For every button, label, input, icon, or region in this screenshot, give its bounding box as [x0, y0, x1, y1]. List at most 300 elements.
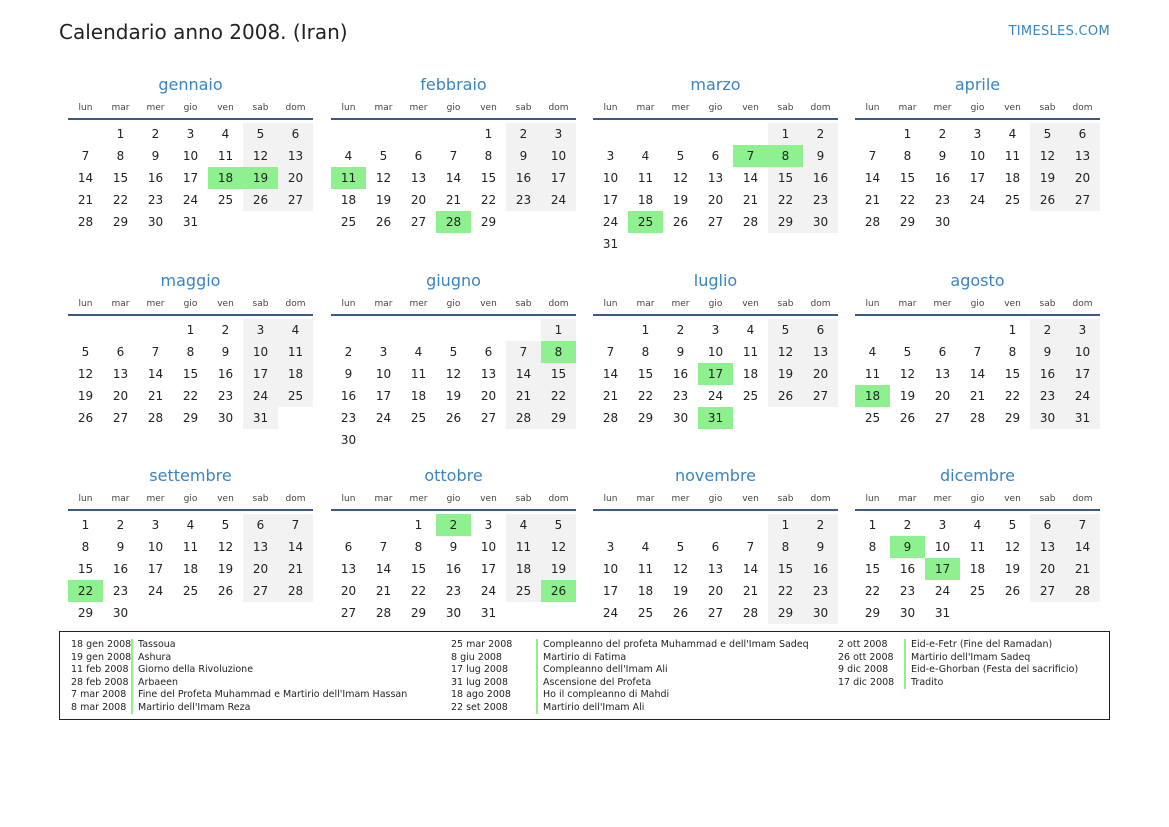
day-cell[interactable]: 12 [1030, 145, 1065, 167]
day-cell[interactable]: 26 [243, 189, 278, 211]
day-cell[interactable]: 5 [379, 149, 388, 163]
day-cell[interactable]: 24 [541, 189, 576, 211]
day-cell[interactable]: 23 [899, 584, 916, 598]
day-cell[interactable]: 5 [676, 540, 685, 554]
day-cell[interactable]: 6 [1065, 123, 1100, 145]
day-cell[interactable]: 15 [182, 367, 199, 381]
brand-link[interactable]: TIMESLES.COM [1008, 24, 1110, 39]
day-cell[interactable]: 1 [768, 123, 803, 145]
day-cell[interactable]: 26 [375, 215, 392, 229]
day-cell[interactable]: 24 [969, 193, 986, 207]
day-cell[interactable]: 8 [81, 540, 90, 554]
day-cell[interactable]: 27 [1065, 189, 1100, 211]
day-cell[interactable]: 10 [969, 149, 986, 163]
day-cell[interactable]: 23 [340, 411, 357, 425]
day-cell[interactable]: 19 [375, 193, 392, 207]
day-cell[interactable]: 23 [217, 389, 234, 403]
day-cell[interactable]: 14 [864, 171, 881, 185]
day-cell[interactable]: 2 [676, 323, 685, 337]
day-cell[interactable]: 24 [182, 193, 199, 207]
day-cell[interactable]: 31 [480, 606, 497, 620]
day-cell[interactable]: 7 [1065, 514, 1100, 536]
day-cell[interactable]: 10 [375, 367, 392, 381]
holiday-day-cell[interactable]: 31 [698, 407, 733, 429]
day-cell[interactable]: 22 [1004, 389, 1021, 403]
day-cell[interactable]: 31 [602, 237, 619, 251]
day-cell[interactable]: 8 [1008, 345, 1017, 359]
day-cell[interactable]: 1 [414, 518, 423, 532]
day-cell[interactable]: 6 [278, 123, 313, 145]
day-cell[interactable]: 4 [414, 345, 423, 359]
day-cell[interactable]: 16 [506, 167, 541, 189]
day-cell[interactable]: 4 [973, 518, 982, 532]
day-cell[interactable]: 13 [243, 536, 278, 558]
day-cell[interactable]: 4 [746, 323, 755, 337]
day-cell[interactable]: 7 [81, 149, 90, 163]
day-cell[interactable]: 30 [803, 211, 838, 233]
day-cell[interactable]: 25 [969, 584, 986, 598]
day-cell[interactable]: 11 [278, 341, 313, 363]
day-cell[interactable]: 15 [899, 171, 916, 185]
day-cell[interactable]: 13 [278, 145, 313, 167]
day-cell[interactable]: 12 [899, 367, 916, 381]
day-cell[interactable]: 13 [803, 341, 838, 363]
day-cell[interactable]: 6 [243, 514, 278, 536]
day-cell[interactable]: 2 [344, 345, 353, 359]
day-cell[interactable]: 1 [484, 127, 493, 141]
day-cell[interactable]: 11 [410, 367, 427, 381]
day-cell[interactable]: 25 [182, 584, 199, 598]
day-cell[interactable]: 12 [217, 540, 234, 554]
day-cell[interactable]: 3 [938, 518, 947, 532]
day-cell[interactable]: 5 [768, 319, 803, 341]
day-cell[interactable]: 3 [973, 127, 982, 141]
day-cell[interactable]: 30 [340, 433, 357, 447]
day-cell[interactable]: 24 [707, 389, 724, 403]
day-cell[interactable]: 7 [278, 514, 313, 536]
day-cell[interactable]: 15 [864, 562, 881, 576]
day-cell[interactable]: 15 [768, 167, 803, 189]
day-cell[interactable]: 30 [217, 411, 234, 425]
day-cell[interactable]: 27 [112, 411, 129, 425]
day-cell[interactable]: 22 [410, 584, 427, 598]
day-cell[interactable]: 27 [803, 385, 838, 407]
holiday-day-cell[interactable]: 17 [698, 363, 733, 385]
day-cell[interactable]: 5 [903, 345, 912, 359]
day-cell[interactable]: 16 [217, 367, 234, 381]
day-cell[interactable]: 8 [641, 345, 650, 359]
day-cell[interactable]: 4 [641, 540, 650, 554]
day-cell[interactable]: 18 [410, 389, 427, 403]
day-cell[interactable]: 11 [217, 149, 234, 163]
day-cell[interactable]: 19 [541, 558, 576, 580]
day-cell[interactable]: 17 [182, 171, 199, 185]
day-cell[interactable]: 26 [217, 584, 234, 598]
day-cell[interactable]: 28 [278, 580, 313, 602]
day-cell[interactable]: 15 [1004, 367, 1021, 381]
day-cell[interactable]: 21 [375, 584, 392, 598]
day-cell[interactable]: 30 [672, 411, 689, 425]
day-cell[interactable]: 18 [969, 562, 986, 576]
day-cell[interactable]: 19 [217, 562, 234, 576]
day-cell[interactable]: 30 [147, 215, 164, 229]
day-cell[interactable]: 13 [707, 562, 724, 576]
day-cell[interactable]: 6 [711, 540, 720, 554]
day-cell[interactable]: 28 [375, 606, 392, 620]
day-cell[interactable]: 6 [803, 319, 838, 341]
day-cell[interactable]: 9 [803, 145, 838, 167]
day-cell[interactable]: 20 [340, 584, 357, 598]
day-cell[interactable]: 12 [77, 367, 94, 381]
day-cell[interactable]: 12 [672, 171, 689, 185]
day-cell[interactable]: 16 [803, 558, 838, 580]
day-cell[interactable]: 1 [541, 319, 576, 341]
day-cell[interactable]: 2 [221, 323, 230, 337]
day-cell[interactable]: 15 [410, 562, 427, 576]
day-cell[interactable]: 13 [707, 171, 724, 185]
day-cell[interactable]: 10 [1065, 341, 1100, 363]
day-cell[interactable]: 19 [1030, 167, 1065, 189]
day-cell[interactable]: 15 [112, 171, 129, 185]
day-cell[interactable]: 1 [186, 323, 195, 337]
day-cell[interactable]: 10 [934, 540, 951, 554]
day-cell[interactable]: 26 [672, 606, 689, 620]
day-cell[interactable]: 17 [243, 363, 278, 385]
day-cell[interactable]: 15 [768, 558, 803, 580]
day-cell[interactable]: 16 [445, 562, 462, 576]
day-cell[interactable]: 12 [243, 145, 278, 167]
day-cell[interactable]: 14 [506, 363, 541, 385]
day-cell[interactable]: 21 [969, 389, 986, 403]
day-cell[interactable]: 4 [1008, 127, 1017, 141]
day-cell[interactable]: 13 [1030, 536, 1065, 558]
day-cell[interactable]: 4 [221, 127, 230, 141]
day-cell[interactable]: 25 [742, 389, 759, 403]
day-cell[interactable]: 18 [637, 193, 654, 207]
day-cell[interactable]: 1 [116, 127, 125, 141]
day-cell[interactable]: 17 [1065, 363, 1100, 385]
day-cell[interactable]: 7 [449, 149, 458, 163]
day-cell[interactable]: 23 [803, 580, 838, 602]
day-cell[interactable]: 18 [742, 367, 759, 381]
day-cell[interactable]: 14 [602, 367, 619, 381]
day-cell[interactable]: 30 [1030, 407, 1065, 429]
day-cell[interactable]: 2 [903, 518, 912, 532]
day-cell[interactable]: 16 [147, 171, 164, 185]
day-cell[interactable]: 26 [445, 411, 462, 425]
day-cell[interactable]: 21 [278, 558, 313, 580]
day-cell[interactable]: 2 [151, 127, 160, 141]
day-cell[interactable]: 23 [1030, 385, 1065, 407]
day-cell[interactable]: 26 [672, 215, 689, 229]
day-cell[interactable]: 26 [1004, 584, 1021, 598]
day-cell[interactable]: 6 [116, 345, 125, 359]
day-cell[interactable]: 22 [112, 193, 129, 207]
day-cell[interactable]: 27 [707, 215, 724, 229]
day-cell[interactable]: 28 [77, 215, 94, 229]
day-cell[interactable]: 3 [243, 319, 278, 341]
day-cell[interactable]: 19 [672, 584, 689, 598]
day-cell[interactable]: 10 [541, 145, 576, 167]
day-cell[interactable]: 11 [864, 367, 881, 381]
holiday-day-cell[interactable]: 8 [768, 145, 803, 167]
day-cell[interactable]: 16 [934, 171, 951, 185]
day-cell[interactable]: 6 [711, 149, 720, 163]
day-cell[interactable]: 25 [506, 580, 541, 602]
day-cell[interactable]: 29 [182, 411, 199, 425]
holiday-day-cell[interactable]: 2 [436, 514, 471, 536]
day-cell[interactable]: 3 [541, 123, 576, 145]
day-cell[interactable]: 5 [449, 345, 458, 359]
day-cell[interactable]: 7 [506, 341, 541, 363]
day-cell[interactable]: 14 [147, 367, 164, 381]
day-cell[interactable]: 14 [445, 171, 462, 185]
day-cell[interactable]: 21 [77, 193, 94, 207]
day-cell[interactable]: 29 [899, 215, 916, 229]
day-cell[interactable]: 30 [934, 215, 951, 229]
day-cell[interactable]: 13 [340, 562, 357, 576]
day-cell[interactable]: 10 [243, 341, 278, 363]
day-cell[interactable]: 4 [868, 345, 877, 359]
day-cell[interactable]: 8 [414, 540, 423, 554]
day-cell[interactable]: 31 [1065, 407, 1100, 429]
day-cell[interactable]: 15 [77, 562, 94, 576]
day-cell[interactable]: 5 [221, 518, 230, 532]
day-cell[interactable]: 24 [1065, 385, 1100, 407]
day-cell[interactable]: 3 [711, 323, 720, 337]
day-cell[interactable]: 23 [803, 189, 838, 211]
day-cell[interactable]: 28 [506, 407, 541, 429]
day-cell[interactable]: 6 [414, 149, 423, 163]
holiday-day-cell[interactable]: 18 [855, 385, 890, 407]
day-cell[interactable]: 27 [243, 580, 278, 602]
day-cell[interactable]: 21 [1065, 558, 1100, 580]
day-cell[interactable]: 7 [151, 345, 160, 359]
day-cell[interactable]: 26 [77, 411, 94, 425]
day-cell[interactable]: 25 [340, 215, 357, 229]
day-cell[interactable]: 21 [445, 193, 462, 207]
day-cell[interactable]: 29 [864, 606, 881, 620]
day-cell[interactable]: 25 [217, 193, 234, 207]
day-cell[interactable]: 2 [506, 123, 541, 145]
day-cell[interactable]: 28 [742, 215, 759, 229]
day-cell[interactable]: 5 [1008, 518, 1017, 532]
day-cell[interactable]: 13 [934, 367, 951, 381]
day-cell[interactable]: 14 [742, 562, 759, 576]
day-cell[interactable]: 12 [1004, 540, 1021, 554]
day-cell[interactable]: 7 [606, 345, 615, 359]
day-cell[interactable]: 16 [803, 167, 838, 189]
day-cell[interactable]: 4 [278, 319, 313, 341]
day-cell[interactable]: 14 [77, 171, 94, 185]
day-cell[interactable]: 3 [151, 518, 160, 532]
day-cell[interactable]: 26 [899, 411, 916, 425]
day-cell[interactable]: 10 [480, 540, 497, 554]
day-cell[interactable]: 14 [969, 367, 986, 381]
day-cell[interactable]: 17 [602, 193, 619, 207]
day-cell[interactable]: 22 [768, 189, 803, 211]
holiday-day-cell[interactable]: 11 [331, 167, 366, 189]
day-cell[interactable]: 17 [969, 171, 986, 185]
day-cell[interactable]: 2 [803, 514, 838, 536]
day-cell[interactable]: 6 [484, 345, 493, 359]
holiday-day-cell[interactable]: 8 [541, 341, 576, 363]
day-cell[interactable]: 18 [278, 363, 313, 385]
day-cell[interactable]: 15 [541, 363, 576, 385]
day-cell[interactable]: 20 [707, 193, 724, 207]
day-cell[interactable]: 21 [506, 385, 541, 407]
day-cell[interactable]: 10 [707, 345, 724, 359]
day-cell[interactable]: 18 [182, 562, 199, 576]
day-cell[interactable]: 20 [707, 584, 724, 598]
day-cell[interactable]: 31 [934, 606, 951, 620]
day-cell[interactable]: 23 [934, 193, 951, 207]
day-cell[interactable]: 30 [803, 602, 838, 624]
day-cell[interactable]: 3 [1065, 319, 1100, 341]
day-cell[interactable]: 17 [541, 167, 576, 189]
day-cell[interactable]: 29 [768, 211, 803, 233]
day-cell[interactable]: 3 [606, 149, 615, 163]
day-cell[interactable]: 10 [147, 540, 164, 554]
day-cell[interactable]: 24 [934, 584, 951, 598]
day-cell[interactable]: 28 [147, 411, 164, 425]
day-cell[interactable]: 29 [1004, 411, 1021, 425]
day-cell[interactable]: 20 [410, 193, 427, 207]
day-cell[interactable]: 27 [410, 215, 427, 229]
day-cell[interactable]: 25 [1004, 193, 1021, 207]
day-cell[interactable]: 16 [899, 562, 916, 576]
day-cell[interactable]: 12 [375, 171, 392, 185]
day-cell[interactable]: 2 [1030, 319, 1065, 341]
day-cell[interactable]: 9 [449, 540, 458, 554]
day-cell[interactable]: 17 [375, 389, 392, 403]
day-cell[interactable]: 25 [864, 411, 881, 425]
day-cell[interactable]: 11 [637, 171, 654, 185]
day-cell[interactable]: 12 [768, 341, 803, 363]
day-cell[interactable]: 24 [480, 584, 497, 598]
day-cell[interactable]: 9 [151, 149, 160, 163]
day-cell[interactable]: 21 [147, 389, 164, 403]
day-cell[interactable]: 18 [506, 558, 541, 580]
day-cell[interactable]: 7 [868, 149, 877, 163]
day-cell[interactable]: 26 [1030, 189, 1065, 211]
day-cell[interactable]: 21 [742, 193, 759, 207]
day-cell[interactable]: 28 [1065, 580, 1100, 602]
day-cell[interactable]: 10 [602, 171, 619, 185]
day-cell[interactable]: 3 [484, 518, 493, 532]
day-cell[interactable]: 20 [480, 389, 497, 403]
day-cell[interactable]: 9 [938, 149, 947, 163]
day-cell[interactable]: 31 [243, 407, 278, 429]
day-cell[interactable]: 11 [182, 540, 199, 554]
day-cell[interactable]: 27 [934, 411, 951, 425]
day-cell[interactable]: 25 [410, 411, 427, 425]
day-cell[interactable]: 11 [969, 540, 986, 554]
day-cell[interactable]: 3 [379, 345, 388, 359]
day-cell[interactable]: 10 [182, 149, 199, 163]
day-cell[interactable]: 23 [672, 389, 689, 403]
day-cell[interactable]: 6 [1030, 514, 1065, 536]
day-cell[interactable]: 17 [602, 584, 619, 598]
day-cell[interactable]: 9 [506, 145, 541, 167]
day-cell[interactable]: 27 [707, 606, 724, 620]
day-cell[interactable]: 9 [676, 345, 685, 359]
day-cell[interactable]: 30 [112, 606, 129, 620]
day-cell[interactable]: 31 [182, 215, 199, 229]
day-cell[interactable]: 19 [672, 193, 689, 207]
day-cell[interactable]: 16 [340, 389, 357, 403]
day-cell[interactable]: 8 [903, 149, 912, 163]
day-cell[interactable]: 19 [899, 389, 916, 403]
day-cell[interactable]: 24 [375, 411, 392, 425]
holiday-day-cell[interactable]: 25 [628, 211, 663, 233]
day-cell[interactable]: 21 [742, 584, 759, 598]
day-cell[interactable]: 20 [1065, 167, 1100, 189]
day-cell[interactable]: 24 [602, 606, 619, 620]
day-cell[interactable]: 8 [484, 149, 493, 163]
day-cell[interactable]: 27 [278, 189, 313, 211]
day-cell[interactable]: 23 [112, 584, 129, 598]
day-cell[interactable]: 29 [112, 215, 129, 229]
day-cell[interactable]: 22 [541, 385, 576, 407]
day-cell[interactable]: 20 [934, 389, 951, 403]
day-cell[interactable]: 2 [116, 518, 125, 532]
holiday-day-cell[interactable]: 9 [890, 536, 925, 558]
day-cell[interactable]: 9 [344, 367, 353, 381]
day-cell[interactable]: 29 [77, 606, 94, 620]
day-cell[interactable]: 7 [973, 345, 982, 359]
day-cell[interactable]: 29 [637, 411, 654, 425]
day-cell[interactable]: 12 [541, 536, 576, 558]
day-cell[interactable]: 13 [112, 367, 129, 381]
day-cell[interactable]: 18 [340, 193, 357, 207]
day-cell[interactable]: 24 [243, 385, 278, 407]
day-cell[interactable]: 11 [1004, 149, 1021, 163]
day-cell[interactable]: 22 [182, 389, 199, 403]
holiday-day-cell[interactable]: 19 [243, 167, 278, 189]
holiday-day-cell[interactable]: 28 [436, 211, 471, 233]
day-cell[interactable]: 2 [803, 123, 838, 145]
day-cell[interactable]: 8 [116, 149, 125, 163]
day-cell[interactable]: 1 [768, 514, 803, 536]
day-cell[interactable]: 11 [506, 536, 541, 558]
day-cell[interactable]: 9 [116, 540, 125, 554]
day-cell[interactable]: 25 [637, 606, 654, 620]
day-cell[interactable]: 15 [637, 367, 654, 381]
day-cell[interactable]: 20 [1030, 558, 1065, 580]
day-cell[interactable]: 17 [480, 562, 497, 576]
day-cell[interactable]: 24 [602, 215, 619, 229]
day-cell[interactable]: 11 [742, 345, 759, 359]
day-cell[interactable]: 28 [969, 411, 986, 425]
day-cell[interactable]: 1 [868, 518, 877, 532]
day-cell[interactable]: 1 [1008, 323, 1017, 337]
day-cell[interactable]: 23 [445, 584, 462, 598]
day-cell[interactable]: 29 [480, 215, 497, 229]
day-cell[interactable]: 3 [186, 127, 195, 141]
day-cell[interactable]: 19 [445, 389, 462, 403]
day-cell[interactable]: 6 [938, 345, 947, 359]
day-cell[interactable]: 8 [868, 540, 877, 554]
day-cell[interactable]: 22 [864, 584, 881, 598]
day-cell[interactable]: 29 [541, 407, 576, 429]
holiday-day-cell[interactable]: 7 [733, 145, 768, 167]
day-cell[interactable]: 28 [602, 411, 619, 425]
day-cell[interactable]: 21 [864, 193, 881, 207]
day-cell[interactable]: 30 [899, 606, 916, 620]
day-cell[interactable]: 29 [768, 602, 803, 624]
day-cell[interactable]: 22 [899, 193, 916, 207]
